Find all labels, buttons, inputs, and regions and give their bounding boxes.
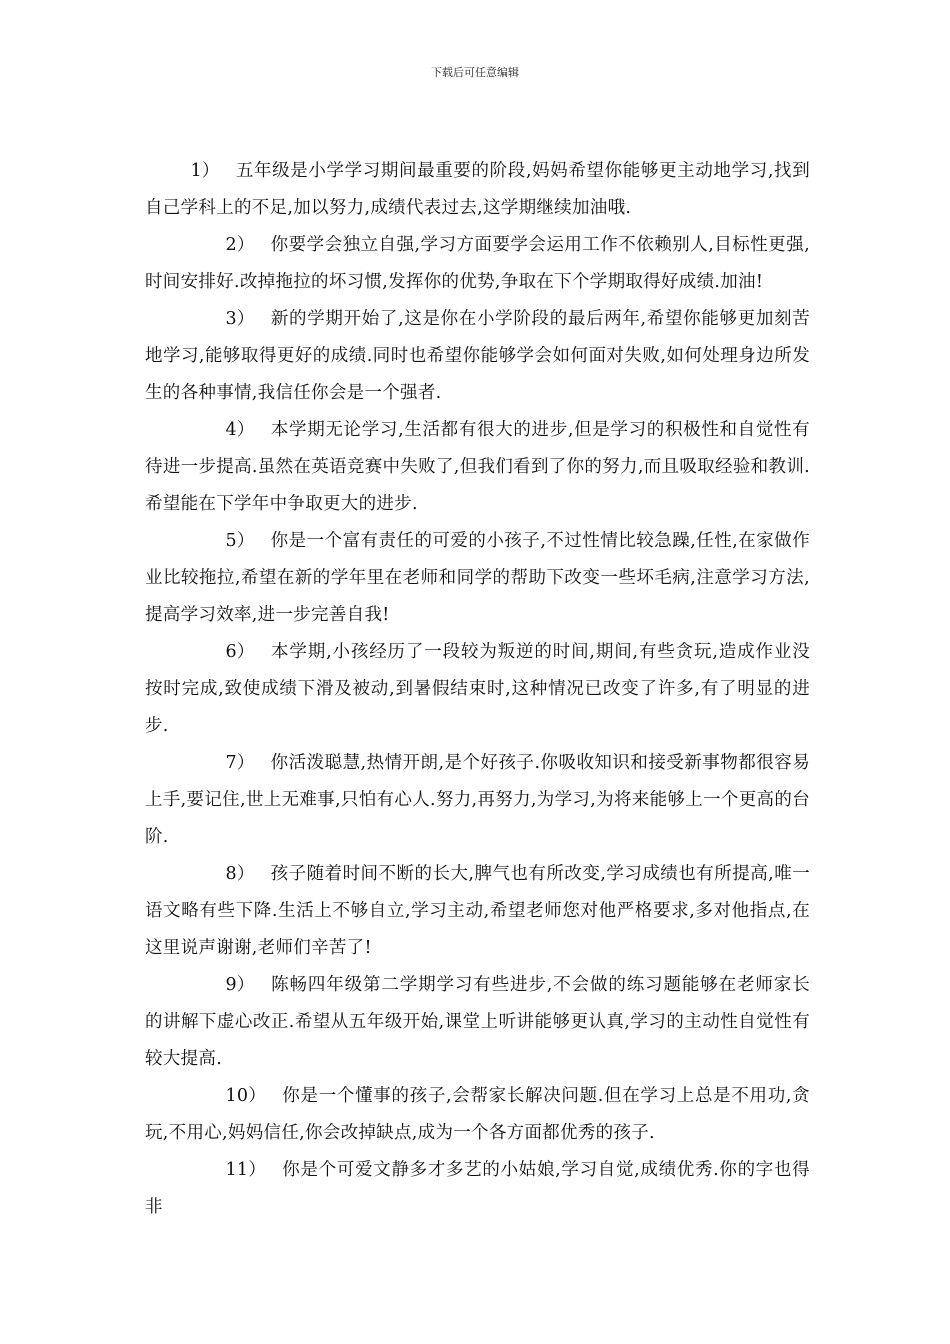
paragraph-number: 2） — [225, 235, 255, 255]
paragraph-number: 4） — [225, 420, 255, 440]
paragraph-number: 10） — [225, 1086, 267, 1106]
paragraph-number: 3） — [225, 309, 255, 329]
paragraph-2 — [145, 227, 810, 301]
page-header: 下载后可任意编辑 — [431, 66, 519, 79]
paragraph-number: 9） — [225, 975, 255, 995]
paragraph-10 — [145, 1078, 810, 1152]
paragraph-3 — [145, 301, 810, 412]
paragraph-number: 1） — [190, 161, 220, 181]
paragraph-text: 你要学会独立自强,学习方面要学会运用工作不依赖别人,目标性更强,时间安排好.改掉拖拉的坏习惯,发挥你的优势,争取在下个学期取得好成绩.加油! — [145, 235, 810, 292]
paragraph-text: 你活泼聪慧,热情开朗,是个好孩子.你吸收知识和接受新事物都很容易上手,要记住,世上无难事,只怕有心人.努力,再努力,为学习,为将来能够上一个更高的台阶. — [145, 753, 810, 847]
paragraph-text: 你是一个懂事的孩子,会帮家长解决问题.但在学习上总是不用功,贪玩,不用心,妈妈信任,你会改掉缺点,成为一个各方面都优秀的孩子. — [145, 1086, 810, 1143]
paragraph-text: 新的学期开始了,这是你在小学阶段的最后两年,希望你能够更加刻苦地学习,能够取得更好的成绩.同时也希望你能够学会如何面对失败,如何处理身边所发生的各种事情,我信任你会是一个强者. — [145, 309, 810, 403]
paragraph-text: 五年级是小学学习期间最重要的阶段,妈妈希望你能够更主动地学习,找到自己学科上的不足,加以努力,成绩代表过去,这学期继续加油哦. — [145, 161, 810, 218]
paragraph-text: 本学期无论学习,生活都有很大的进步,但是学习的积极性和自觉性有待进一步提高.虽然在英语竞赛中失败了,但我们看到了你的努力,而且吸取经验和教训.希望能在下学年中争取更大的进步. — [145, 420, 810, 514]
paragraph-11 — [145, 1152, 810, 1226]
paragraph-text: 本学期,小孩经历了一段较为叛逆的时间,期间,有些贪玩,造成作业没按时完成,致使成绩下滑及被动,到暑假结束时,这种情况已改变了许多,有了明显的进步. — [145, 642, 810, 736]
paragraph-number: 5） — [225, 531, 255, 551]
paragraph-number: 7） — [225, 753, 255, 773]
paragraph-number: 11） — [225, 1160, 267, 1180]
paragraph-text: 你是个可爱文静多才多艺的小姑娘,学习自觉,成绩优秀.你的字也得非 — [145, 1160, 810, 1217]
paragraph-text: 你是一个富有责任的可爱的小孩子,不过性情比较急躁,任性,在家做作业比较拖拉,希望在新的学年里在老师和同学的帮助下改变一些坏毛病,注意学习方法,提高学习效率,进一步完善自我! — [145, 531, 810, 625]
paragraph-4 — [145, 412, 810, 523]
paragraph-7 — [145, 745, 810, 856]
paragraph-5 — [145, 523, 810, 634]
paragraph-number: 6） — [225, 642, 255, 662]
paragraph-8 — [145, 856, 810, 967]
paragraph-9 — [145, 967, 810, 1078]
paragraph-6 — [145, 634, 810, 745]
document-body — [145, 153, 810, 1226]
paragraph-text: 陈畅四年级第二学期学习有些进步,不会做的练习题能够在老师家长的讲解下虚心改正.希望从五年级开始,课堂上听讲能够更认真,学习的主动性自觉性有较大提高. — [145, 975, 810, 1069]
paragraph-text: 孩子随着时间不断的长大,脾气也有所改变,学习成绩也有所提高,唯一语文略有些下降.生活上不够自立,学习主动,希望老师您对他严格要求,多对他指点,在这里说声谢谢,老师们辛苦了! — [145, 864, 810, 958]
paragraph-number: 8） — [225, 864, 255, 884]
paragraph-1 — [145, 153, 810, 227]
